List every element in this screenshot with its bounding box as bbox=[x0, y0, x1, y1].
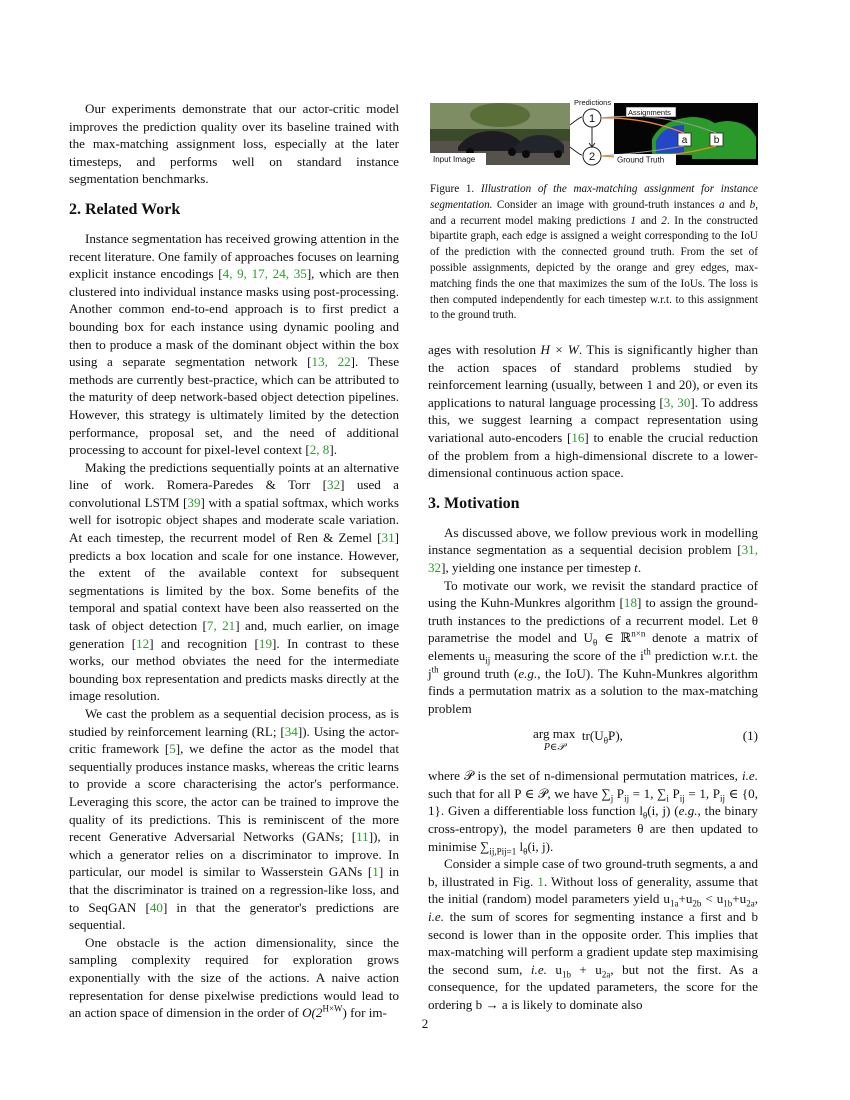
related-work-paragraph-1: Instance segmentation has received growing attention in the recent literature. One family of approaches focuses on learning explicit instance encodings [4, 9, 17, 24, 35], which are then clustered into individual instance masks using post-processing. Another common end-to-end approach is to first predict a bounding box for each instance using dynamic pooling and then to produce a mask of the dominant object within the box using a separate segmentation network [13, 22]. These methods are currently best-practice, which can be attributed to the maturity of deep network-based object detection pipelines. However, this strategy is ultimately limited by the detection performance, proposal set, and the need of additional processing to account for pixel-level context [2, 8]. bbox=[69, 230, 400, 458]
prediction-node-2 bbox=[583, 147, 601, 165]
equation-number: (1) bbox=[742, 728, 758, 744]
gt-node-a: a bbox=[681, 135, 688, 146]
motivation-paragraph-3: where 𝒫 is the set of n-dimensional permutation matrices, i.e. such that for all P ∈ 𝒫, we have $\sum_j$ $P_{ij} = 1$, $\sum_i$ $P_{ij} = 1$, $P_{ij}$ ∈ {0, 1}. Given a differentiable loss function $l_\theta(i$, j) (e.g., the binary cross-entropy), the model parameters θ are then updated to minimise $\sum_{ij,Pij=1}$ $l_\theta(i$, j). bbox=[428, 768, 758, 857]
citation-link[interactable]: 5 bbox=[169, 741, 176, 757]
citation-link[interactable]: 3, 30 bbox=[663, 394, 691, 410]
figure-reference-link[interactable]: 1 bbox=[537, 873, 544, 889]
citation-link[interactable]: 18 bbox=[623, 595, 638, 611]
page-number: 2 bbox=[421, 1016, 429, 1031]
citation-link[interactable]: 31 bbox=[381, 530, 395, 546]
right-column bbox=[428, 341, 758, 1014]
equation-1: arg max P∈𝒫 $tr(U_\theta P)$, (1) bbox=[533, 726, 758, 754]
citation-link[interactable]: 7, 21 bbox=[206, 618, 236, 634]
predictions-label: Predictions bbox=[574, 98, 612, 107]
citation-link[interactable]: 2, 8 bbox=[309, 442, 330, 458]
citation-link[interactable]: 19 bbox=[258, 635, 272, 651]
citation-link[interactable]: 16 bbox=[571, 429, 585, 445]
citation-link[interactable]: 12 bbox=[136, 635, 150, 651]
intro-paragraph: Our experiments demonstrate that our actor-critic model improves the prediction quality over its baseline trained with the max-matching assignment loss, especially at the later timesteps, and performs well on standard instance segmentation benchmarks. bbox=[69, 101, 399, 187]
citation-link[interactable]: 34 bbox=[284, 723, 298, 739]
section-3-title: 3. Motivation bbox=[428, 494, 520, 512]
section-2-title: 2. Related Work bbox=[69, 200, 181, 218]
ground-truth-label: Ground Truth bbox=[617, 155, 665, 165]
figure-1-caption: Figure 1. Illustration of the max-matching assignment for instance segmentation. Consider an image with ground-truth instances a and b, and a recurrent model making predictions 1 and 2. In the constructed bipartite graph, each edge is assigned a weight corresponding to the IoU of the prediction with the connected ground truth. From the set of possible assignments, depicted by the orange and grey edges, max-matching finds the one that maximizes the sum of the IoUs. The loss is then computed independently for each timestep w.r.t. to this assignment to the ground truth. bbox=[430, 183, 759, 322]
citation-link[interactable]: 1 bbox=[372, 864, 379, 880]
citation-link[interactable]: 40 bbox=[149, 899, 163, 915]
citation-link[interactable]: 32 bbox=[327, 477, 341, 493]
motivation-paragraph-4: Consider a simple case of two ground-truth segments, a and b, illustrated in Fig. 1. Without loss of generality, assume that the initial (random) model parameters yield $u_{1a}+u_{2b} < u_{1b}+u_{2a}$, i.e. the sum of scores for segmenting instance a first and b second is lower than in the opposite order. This implies that max-matching will perform a gradient update step maximising the second sum, i.e. $u_{1b} + u_{2a}$, but not the first. As a consequence, for the updated parameters, the score for the ordering b → a is likely to dominate also bbox=[428, 856, 759, 1012]
svg-text:2: 2 bbox=[588, 151, 596, 163]
left-column bbox=[69, 100, 399, 1022]
citation-link[interactable]: 39 bbox=[187, 494, 201, 510]
svg-text:1: 1 bbox=[588, 113, 596, 125]
related-work-paragraph-3: We cast the problem as a sequential decision process, as is studied by reinforcement learning (RL; [34]). Using the actor-critic framework [5], we define the actor as the model that sequentially produces instance masks, whereas the critic learns to provide a score characterising the actor's performance. Leveraging this score, the actor can be trained to improve the quality of its predictions. This is reminiscent of the more recent Generative Adversarial Networks (GANs; [11]), in which a generator relies on a discriminator to improve. In particular, our model is similar to Wasserstein GANs [1] in that the discriminator is trained on a regression-like loss, and to SeqGAN [40] in that the generator's predictions are sequential. bbox=[69, 706, 399, 933]
citation-link[interactable]: 13, 22 bbox=[311, 354, 351, 370]
continuation-paragraph: ages with resolution H × W. This is significantly higher than the action spaces of standard problems studied by reinforcement learning (usually, between 1 and 20), or even its applications to natural language processing [3, 30]. To address this, we suggest learning a compact representation using variational auto-encoders [16] to enable the crucial reduction of the problem from a high-dimensional discrete to a lower-dimensional continuous action space. bbox=[428, 342, 759, 481]
citation-link[interactable]: 4, 9, 17, 24, 35 bbox=[222, 266, 307, 282]
input-image-label: Input Image bbox=[433, 155, 476, 164]
gt-node-b: b bbox=[713, 135, 720, 146]
related-work-paragraph-4: One obstacle is the action dimensionality, since the sampling complexity required for exploration grows exponentially with the size of the actions. A naive action representation for dense pixelwise predictions would lead to an action space of dimension in the order of $O(2^{H\times W})$ for im- bbox=[69, 934, 399, 1021]
motivation-paragraph-1: As discussed above, we follow previous work in modelling instance segmentation as a sequential decision problem [31, 32], yielding one instance per timestep t. bbox=[428, 524, 758, 575]
figure-1-illustration bbox=[430, 97, 758, 169]
motivation-paragraph-2: To motivate our work, we revisit the standard practice of using the Kuhn-Munkres algorithm [18] to assign the ground-truth instances to the predictions of a recurrent model. Let θ parametrise the model and $U_\theta$ ∈ ℝ$^{n\times n}$ denote a matrix of elements $u_{ij}$ measuring the score of the $i^{th}$ prediction w.r.t. the $j^{th}$ ground truth (e.g., the IoU). The Kuhn-Munkres algorithm finds a permutation matrix as a solution to the max-matching problem bbox=[428, 577, 759, 716]
assignments-label: Assignments bbox=[628, 108, 671, 117]
related-work-paragraph-2: Making the predictions sequentially points at an alternative line of work. Romera-Paredes & Torr [32] used a convolutional LSTM [39] with a spatial softmax, which works well for isotropic object shapes and moderate scale variation. At each timestep, the recurrent model of Ren & Zemel [31] predicts a box location and scale for one instance. However, the extent of the available context for subsequent segmentations is limited by the box. Some benefits of the temporal and spatial context have been also reasserted on the task of object detection [7, 21] and, much earlier, on image generation [12] and recognition [19]. In contrast to these works, our method obviates the need for the intermediate bounding box representation and predicts masks directly at the image resolution. bbox=[69, 459, 400, 704]
citation-link[interactable]: 11 bbox=[356, 829, 369, 845]
prediction-node-1 bbox=[583, 109, 601, 127]
citation-link[interactable]: 31, 32 bbox=[428, 542, 758, 575]
figure-1 bbox=[430, 97, 758, 324]
